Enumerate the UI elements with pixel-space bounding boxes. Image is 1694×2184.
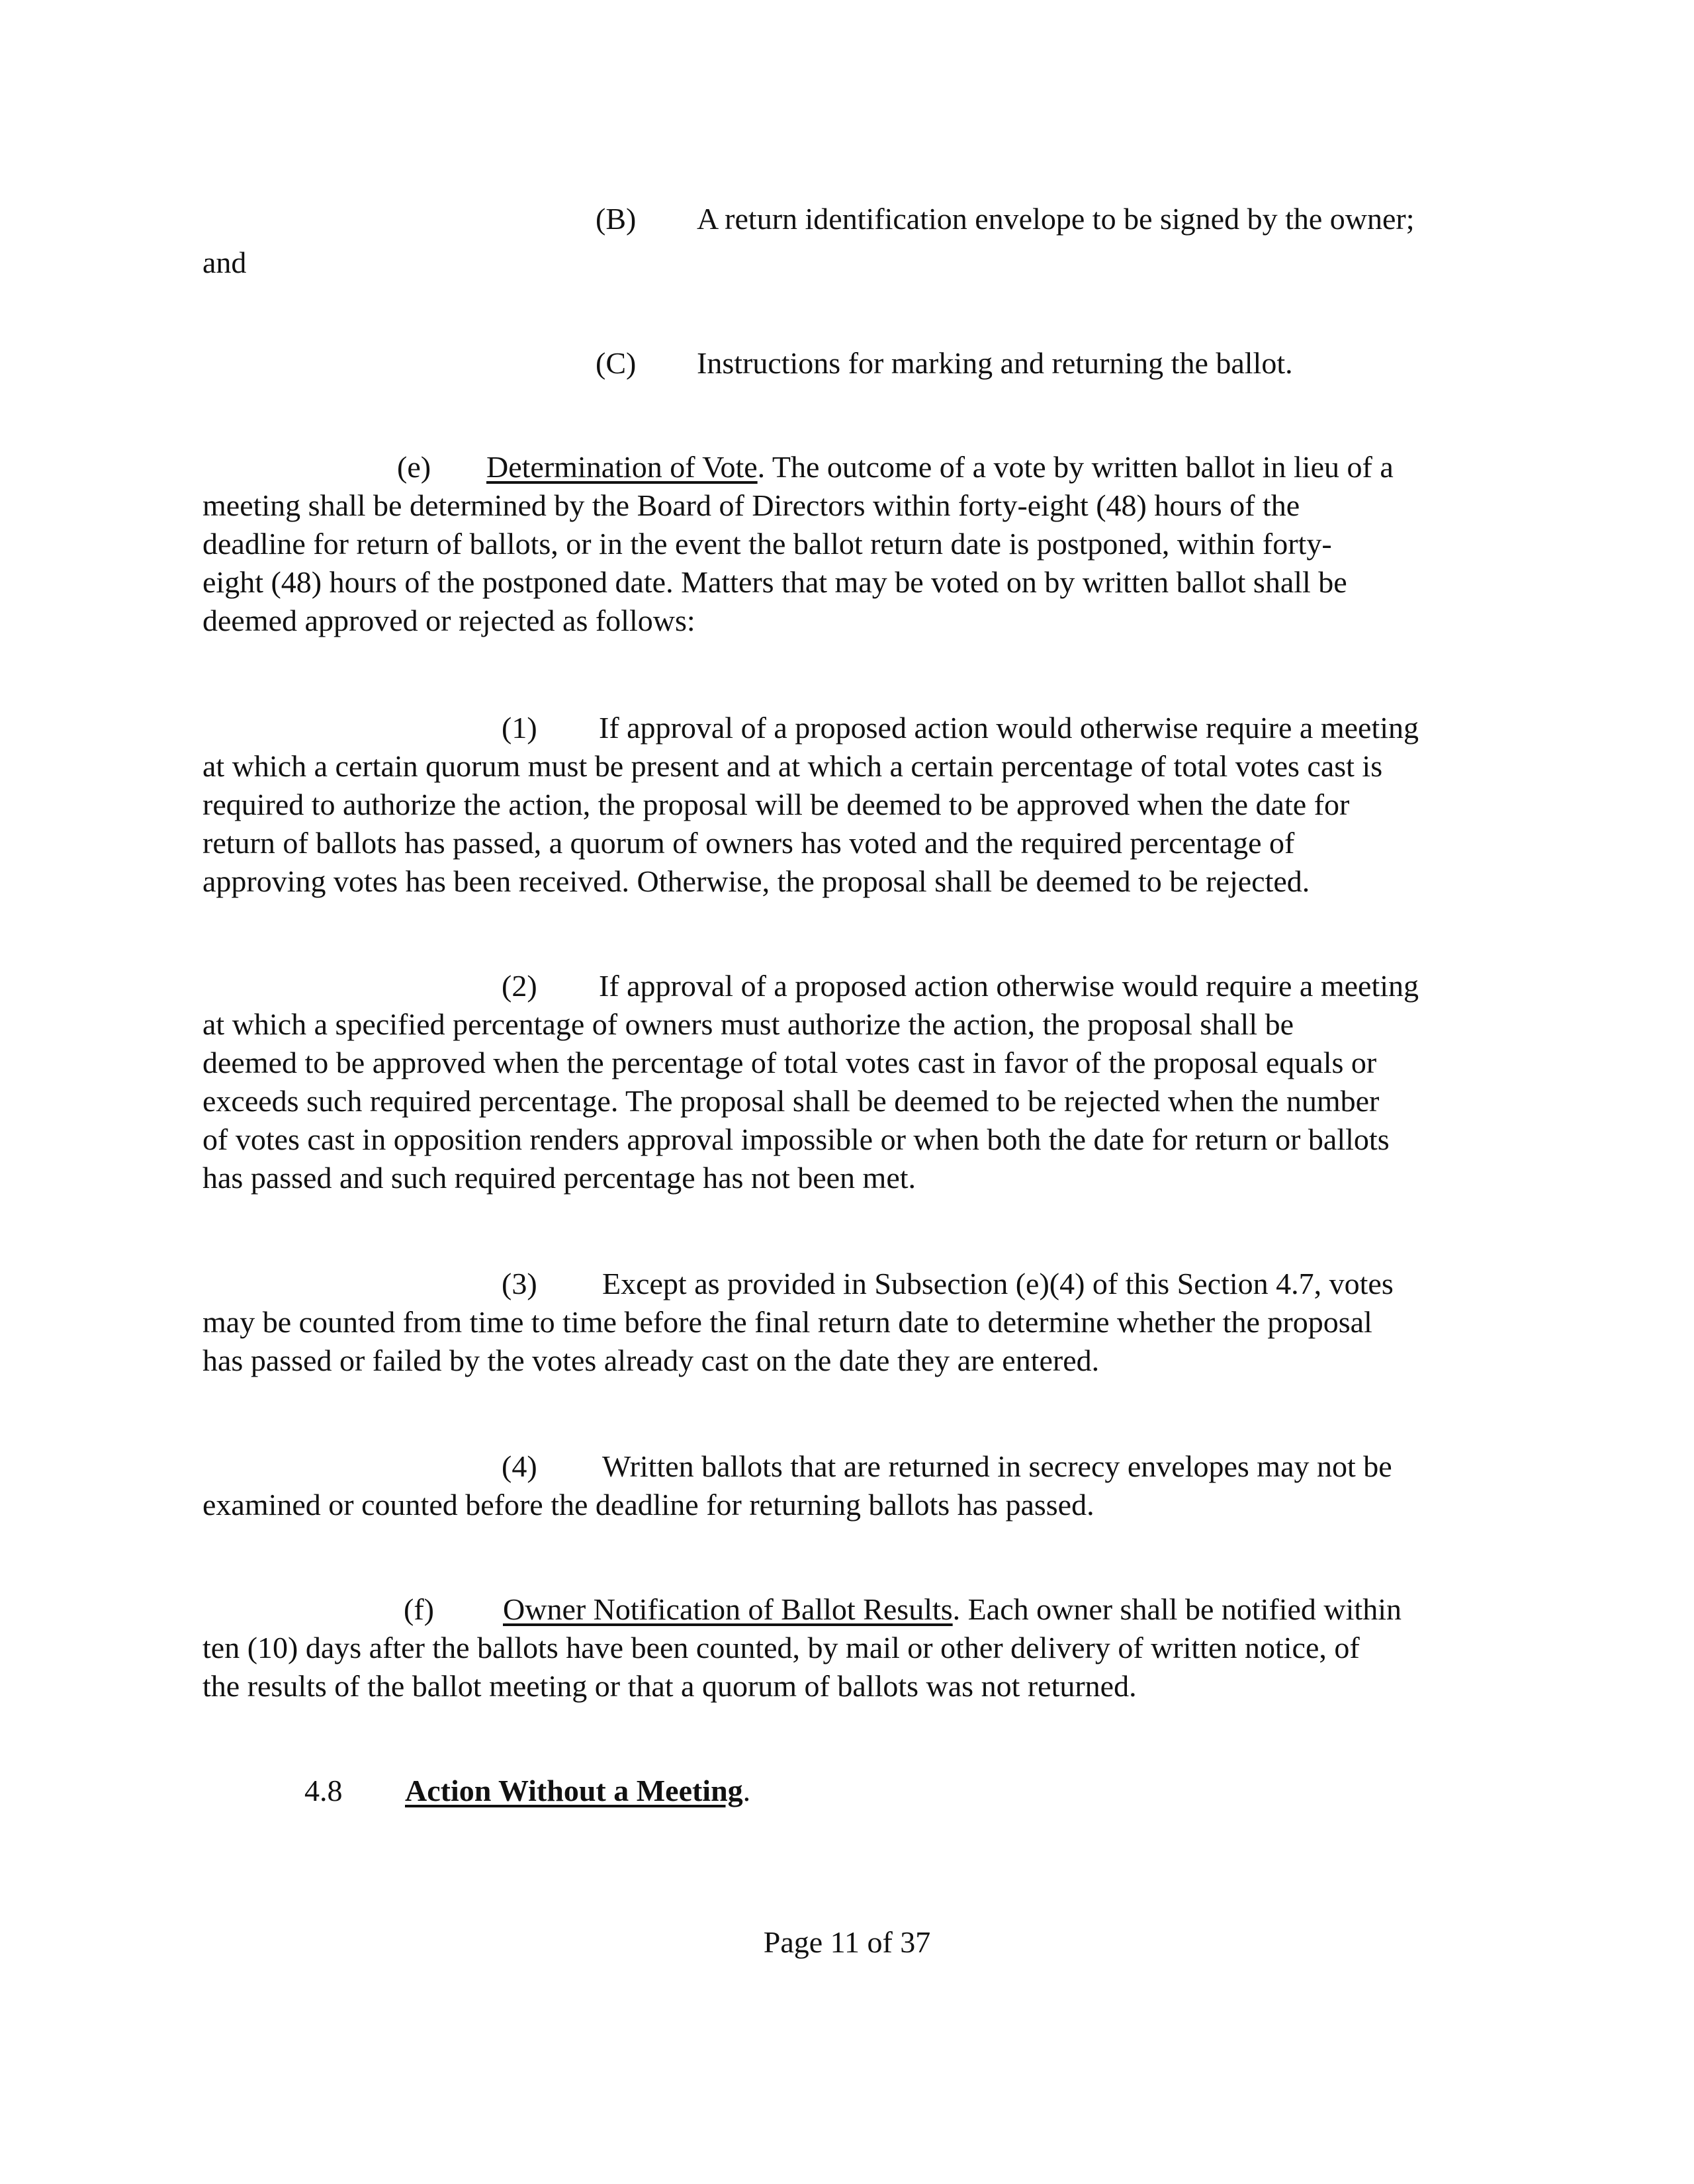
item-3-line: has passed or failed by the votes already cast on the date they are entered. [202, 1343, 1100, 1377]
item-1-marker: (1) [502, 711, 537, 745]
and-word: and [202, 246, 247, 279]
item-3-line: may be counted from time to time before the final return date to determine whether the proposal [202, 1305, 1372, 1339]
item-4-marker: (4) [502, 1449, 537, 1483]
section-e-marker: (e) [397, 450, 431, 484]
section-f-first-line [503, 1590, 1402, 1629]
item-1-line: approving votes has been received. Otherwise, the proposal shall be deemed to be rejected. [202, 864, 1310, 898]
section-e-first-line-text: . The outcome of a vote by written ballot in lieu of a [757, 450, 1394, 484]
list-marker-b: (B) [596, 202, 637, 236]
list-item-b-text: A return identification envelope to be signed by the owner; [697, 202, 1415, 236]
item-2-line: of votes cast in opposition renders approval impossible or when both the date for return or ballots [202, 1122, 1390, 1156]
section-f-heading: Owner Notification of Ballot Results [503, 1592, 953, 1626]
section-f-line: the results of the ballot meeting or that a quorum of ballots was not returned. [202, 1669, 1137, 1703]
list-marker-c: (C) [596, 346, 637, 380]
item-1-first-line: If approval of a proposed action would otherwise require a meeting [599, 711, 1419, 745]
item-3-first-line: Except as provided in Subsection (e)(4) of this Section 4.7, votes [602, 1267, 1394, 1300]
item-1-line: at which a certain quorum must be present and at which a certain percentage of total votes cast is [202, 749, 1383, 783]
section-f-body [202, 1629, 1490, 1706]
item-1-body [202, 747, 1490, 901]
section-e-line: deadline for return of ballots, or in the event the ballot return date is postponed, within forty- [202, 527, 1332, 561]
item-4-line: examined or counted before the deadline for returning ballots has passed. [202, 1488, 1094, 1522]
section-e-line: eight (48) hours of the postponed date. Matters that may be voted on by written ballot shall be [202, 565, 1347, 599]
item-2-marker: (2) [502, 969, 537, 1003]
item-3-body [202, 1303, 1490, 1380]
section-f-line: ten (10) days after the ballots have been counted, by mail or other delivery of written notice, of [202, 1631, 1360, 1664]
item-2-first-line: If approval of a proposed action otherwise would require a meeting [599, 969, 1419, 1003]
section-4-8-heading: Action Without a Meeting [405, 1774, 743, 1807]
section-e-heading: Determination of Vote [486, 450, 758, 484]
item-2-line: has passed and such required percentage has not been met. [202, 1161, 916, 1195]
section-4-8-heading-line [405, 1772, 750, 1810]
item-1-line: return of ballots has passed, a quorum of owners has voted and the required percentage of [202, 826, 1295, 860]
section-e-body [202, 486, 1490, 640]
section-4-8-number: 4.8 [304, 1774, 343, 1807]
item-3-marker: (3) [502, 1267, 537, 1300]
item-4-body [202, 1486, 1490, 1524]
item-2-line: exceeds such required percentage. The proposal shall be deemed to be rejected when the number [202, 1084, 1380, 1118]
item-2-line: at which a specified percentage of owners must authorize the action, the proposal shall be [202, 1007, 1294, 1041]
list-item-c-text: Instructions for marking and returning the ballot. [697, 346, 1293, 380]
section-e-line: meeting shall be determined by the Board of Directors within forty-eight (48) hours of the [202, 488, 1300, 522]
item-4-first-line: Written ballots that are returned in secrecy envelopes may not be [602, 1449, 1392, 1483]
section-f-first-line-text: . Each owner shall be notified within [952, 1592, 1402, 1626]
section-e-line: deemed approved or rejected as follows: [202, 604, 695, 637]
item-1-line: required to authorize the action, the proposal will be deemed to be approved when the date for [202, 788, 1350, 821]
section-4-8-trail: . [742, 1774, 751, 1807]
item-2-line: deemed to be approved when the percentage of total votes cast in favor of the proposal equals or [202, 1046, 1377, 1079]
page-number: Page 11 of 37 [763, 1925, 931, 1959]
section-f-marker: (f) [404, 1592, 434, 1626]
section-e-first-line [486, 448, 1394, 486]
item-2-body [202, 1005, 1490, 1197]
